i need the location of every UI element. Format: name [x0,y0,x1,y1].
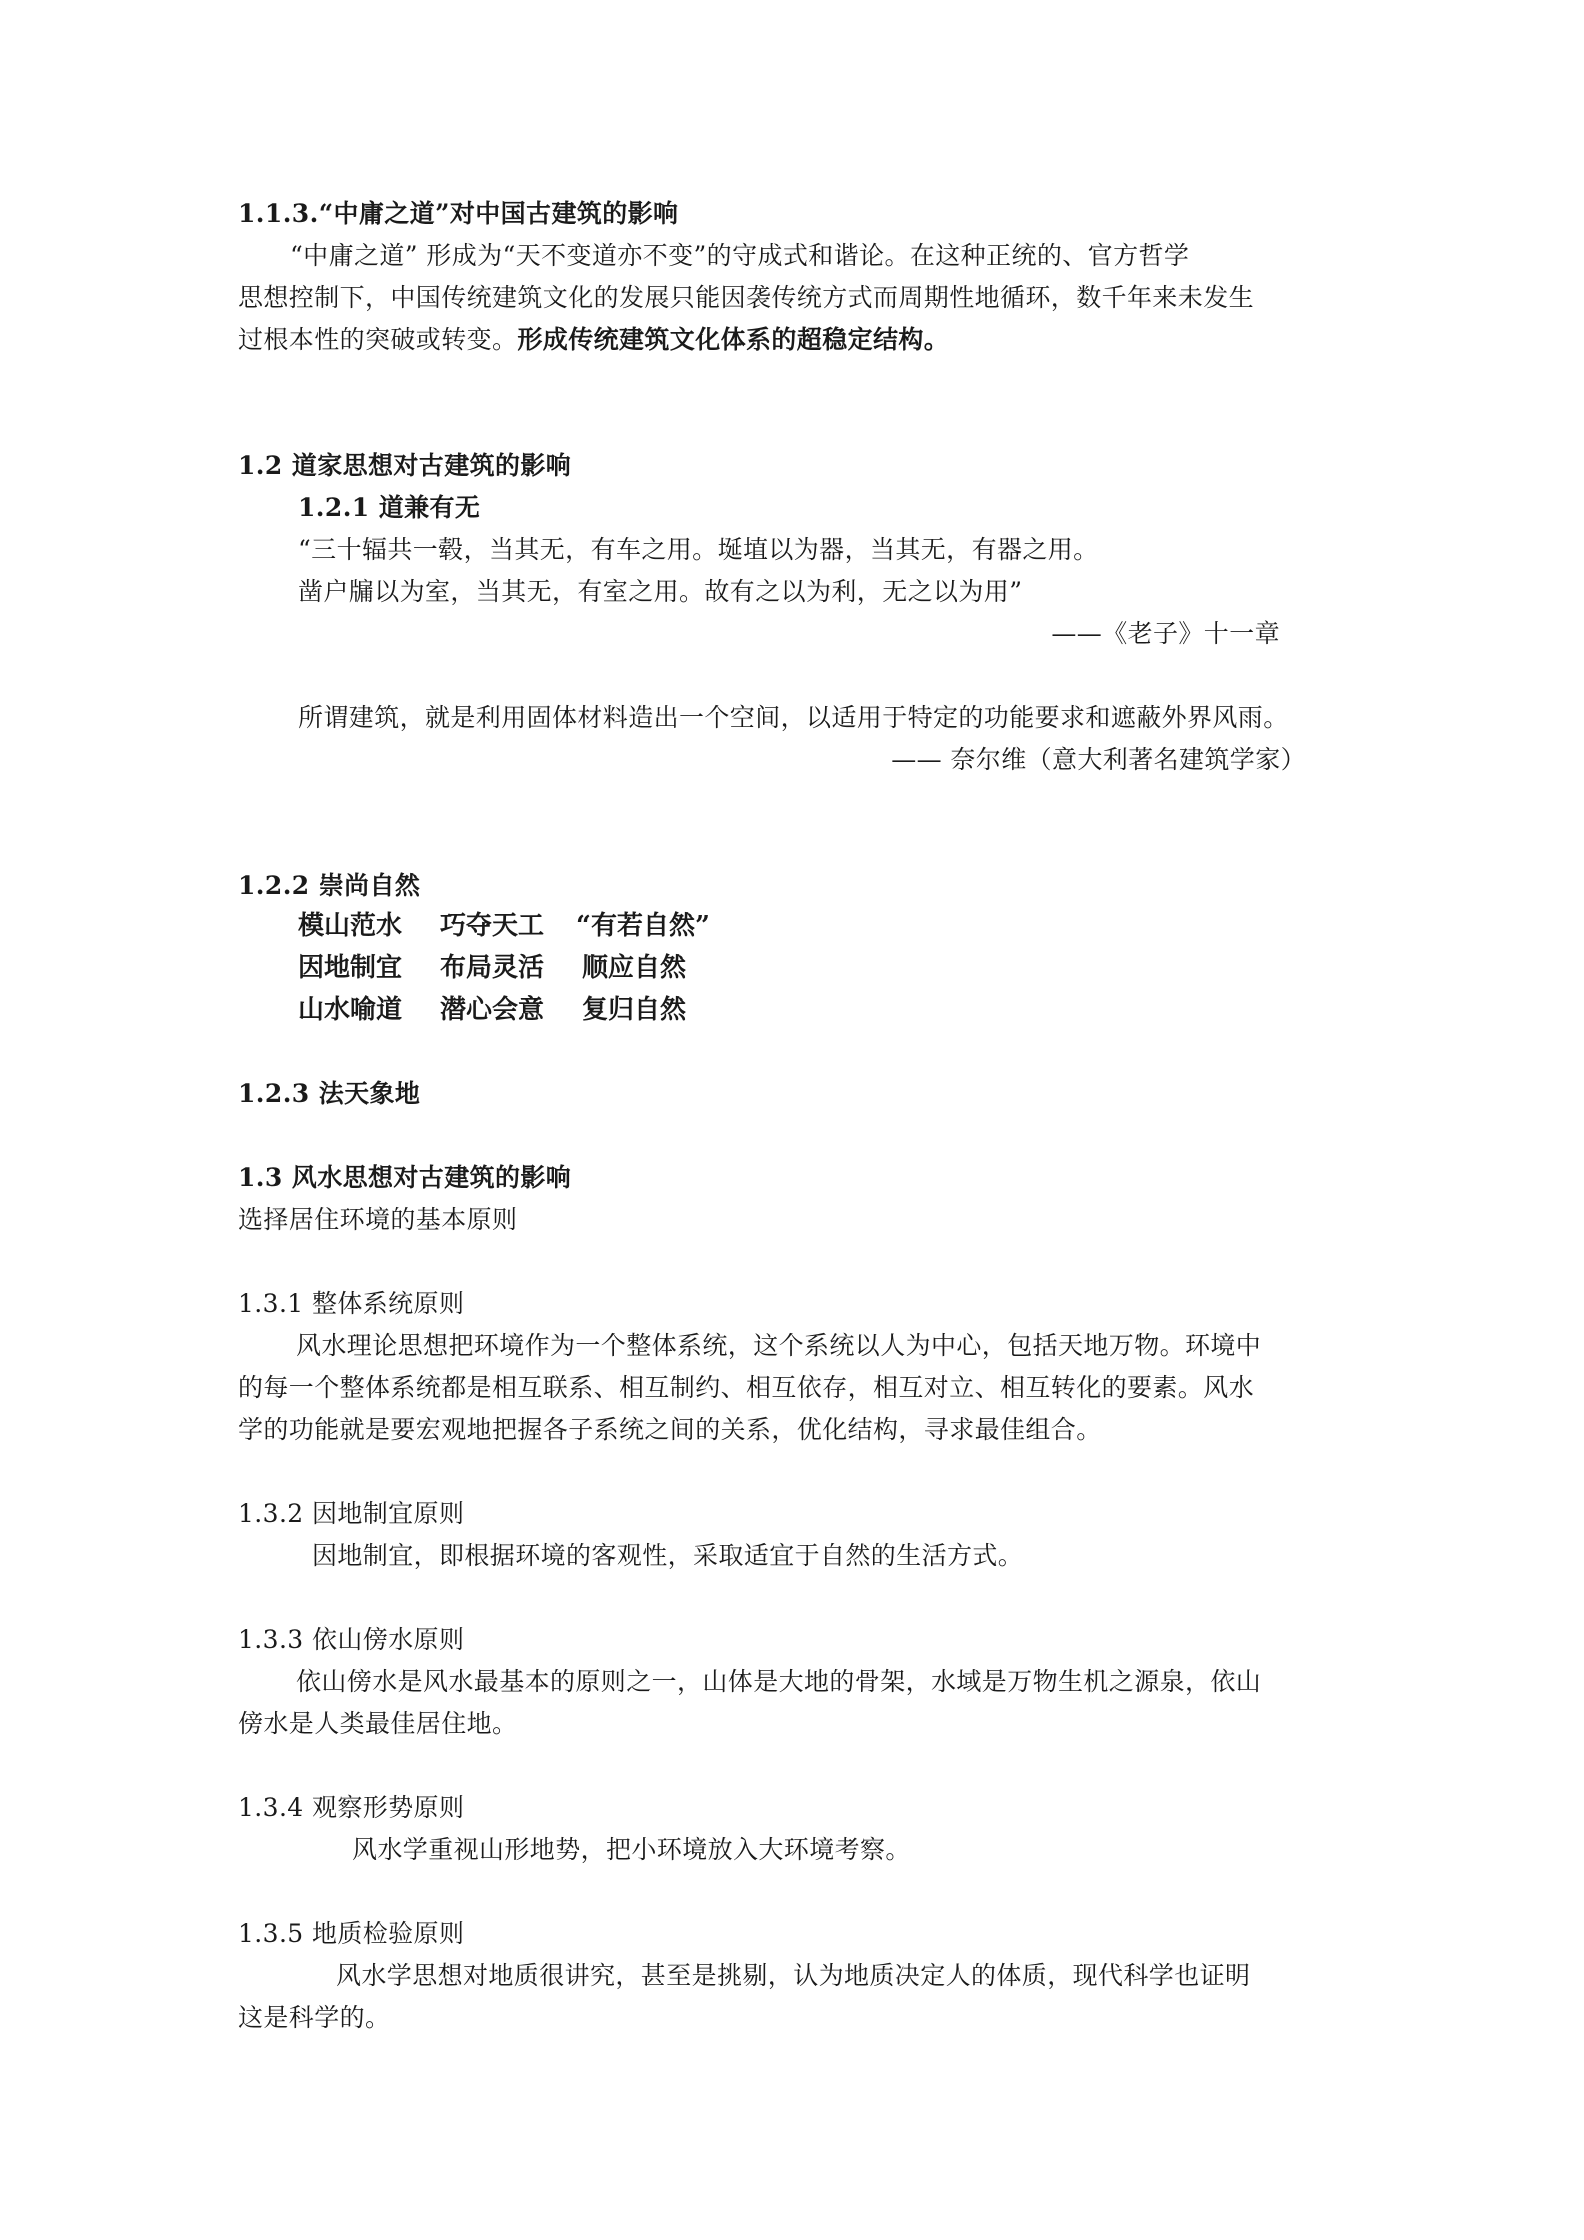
paragraph-text: 过根本性的突破或转变。 [238,325,518,354]
paragraph-source: —— 奈尔维（意大利著名建筑学家） [891,745,1306,774]
paragraph-line [238,323,949,357]
paragraph-line: 傍水是人类最佳居住地。 [238,1709,518,1738]
heading-1-1-3: 1.1.3.“中庸之道”对中国古建筑的影响 [238,199,679,228]
heading-1-3-3: 1.3.3 依山傍水原则 [238,1625,465,1654]
heading-1-3-5: 1.3.5 地质检验原则 [238,1919,465,1948]
bold-emphasis: 形成传统建筑文化体系的超稳定结构。 [517,325,950,354]
nature-phrase: “有若自然” [576,911,710,941]
section-intro: 选择居住环境的基本原则 [238,1205,518,1234]
heading-1-3-2: 1.3.2 因地制宜原则 [238,1499,465,1528]
quote-line: 凿户牖以为室，当其无，有室之用。故有之以为利，无之以为用” [298,577,1023,606]
paragraph-line: 的每一个整体系统都是相互联系、相互制约、相互依存，相互对立、相互转化的要素。风水 [238,1373,1255,1402]
paragraph-line: 思想控制下，中国传统建筑文化的发展只能因袭传统方式而周期性地循环，数千年来未发生 [238,283,1255,312]
heading-1-3-1: 1.3.1 整体系统原则 [238,1289,465,1318]
nature-phrase: 山水喻道 [298,995,403,1025]
nature-phrase: 潜心会意 [440,995,545,1025]
nature-phrase: 因地制宜 [298,953,403,983]
paragraph-line: 所谓建筑，就是利用固体材料造出一个空间，以适用于特定的功能要求和遮蔽外界风雨。 [298,703,1289,732]
nature-phrase: 巧夺天工 [440,911,545,941]
quote-source: ——《老子》十一章 [1051,619,1280,648]
heading-1-2: 1.2 道家思想对古建筑的影响 [238,451,572,480]
nature-phrase: 顺应自然 [582,953,687,983]
paragraph-line: 这是科学的。 [238,2003,391,2032]
paragraph-line: 依山傍水是风水最基本的原则之一，山体是大地的骨架，水域是万物生机之源泉，依山 [296,1667,1262,1696]
paragraph-line: 学的功能就是要宏观地把握各子系统之间的关系，优化结构，寻求最佳组合。 [238,1415,1102,1444]
heading-1-2-3 [238,1077,420,1111]
nature-phrase: 布局灵活 [440,953,545,983]
quote-line: “三十辐共一毂，当其无，有车之用。埏埴以为器，当其无，有器之用。 [298,535,1099,564]
heading-1-3-4: 1.3.4 观察形势原则 [238,1793,465,1822]
paragraph-line: 因地制宜，即根据环境的客观性，采取适宜于自然的生活方式。 [312,1541,1024,1570]
nature-phrase: 模山范水 [298,911,403,941]
heading-1-2-1: 1.2.1 道兼有无 [298,493,481,522]
heading-text: 1.2.3 法天象地 [238,1079,421,1108]
paragraph-line: 风水学思想对地质很讲究，甚至是挑剔，认为地质决定人的体质，现代科学也证明 [336,1961,1251,1990]
heading-1-3: 1.3 风水思想对古建筑的影响 [238,1163,572,1192]
heading-1-2-2 [238,869,420,903]
nature-phrase: 复归自然 [582,995,687,1025]
heading-text: 1.2.2 崇尚自然 [238,871,421,900]
paragraph-line: 风水理论思想把环境作为一个整体系统，这个系统以人为中心，包括天地万物。环境中 [296,1331,1262,1360]
paragraph-line: 风水学重视山形地势，把小环境放入大环境考察。 [352,1835,911,1864]
paragraph-line: “中庸之道” 形成为“天不变道亦不变”的守成式和谐论。在这种正统的、官方哲学 [290,241,1190,270]
